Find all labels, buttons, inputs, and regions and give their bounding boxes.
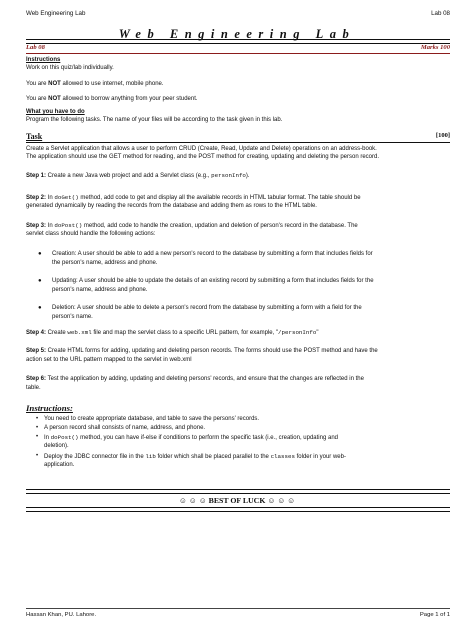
footer-author: Hassan Khan, PU. Lahore.: [26, 612, 97, 618]
task-score: [100]: [435, 132, 450, 139]
instruction2-3-cont: deletion).: [44, 443, 69, 449]
step-2: Step 2: In doGet() method, add code to get and display all the available records in HTML tabular format. The table should be: [26, 194, 361, 201]
action-deletion-cont: person's name.: [52, 314, 93, 320]
todo-heading: What you have to do: [26, 109, 85, 115]
step-3-cont: servlet class should handle the following actions:: [26, 231, 156, 237]
bullet-dot: •: [36, 425, 39, 431]
step-1: Step 1: Create a new Java web project and add a Servlet class (e.g., personInfo).: [26, 172, 250, 179]
instruction-2: You are NOT allowed to use internet, mobile phone.: [26, 81, 164, 87]
bullet-dot: •: [36, 434, 39, 440]
bullet-dot: ●: [38, 251, 42, 257]
task-heading: Task: [26, 132, 43, 141]
instruction2-4-cont: application.: [44, 462, 75, 468]
instruction2-4: Deploy the JDBC connector file in the lib folder which shall be placed parallel to the classes folder in your web-: [44, 453, 346, 460]
header-title: Web Engineering Lab: [26, 10, 86, 17]
instruction2-1: You need to create appropriate database, and table to save the persons' records.: [44, 416, 260, 422]
luck-rule-top: [26, 489, 450, 494]
bullet-dot: •: [36, 453, 39, 459]
instruction-1: Work on this quiz/lab individually.: [26, 65, 114, 71]
lab-rule: [26, 53, 450, 54]
marks-label: Marks 100: [420, 44, 450, 51]
instruction2-3: In doPost() method, you can have if-else if conditions to perform the specific task (i.e., creation, updating and: [44, 434, 338, 441]
bullet-dot: ●: [38, 278, 42, 284]
luck-rule-bottom: [26, 507, 450, 512]
action-updating-cont: person's name, address and phone.: [52, 287, 148, 293]
step-6: Step 6: Test the application by adding, updating and deleting persons' records, and ensure that the changes are reflected in the: [26, 376, 364, 382]
action-creation: Creation: A user should be able to add a new person's record to the database by submitting a form that includes fields for: [52, 251, 373, 257]
action-updating: Updating: A user should be able to update the details of an existing record by submitting a form that includes fields for the: [52, 278, 374, 284]
lab-label: Lab 08: [26, 44, 45, 51]
footer-page: Page 1 of 1: [419, 612, 450, 618]
step-3: Step 3: In doPost() method, add code to handle the creation, updation and deletion of person's record in the database. The: [26, 222, 358, 229]
best-of-luck: ☺ ☺ ☺ BEST OF LUCK ☺ ☺ ☺: [178, 496, 296, 505]
task-intro-1: Create a Servlet application that allows a user to perform CRUD (Create, Read, Update and Delete) operations on an address-book.: [26, 146, 377, 152]
header-lab: Lab 08: [431, 10, 450, 17]
bullet-dot: ●: [38, 305, 42, 311]
step-5-cont: action set to the URL pattern mapped to the servlet in web.xml: [26, 357, 192, 363]
task-intro-2: The application should use the GET method for reading, and the POST method for creating, updating and deleting the person record.: [26, 154, 380, 160]
instructions-heading: Instructions: [26, 57, 61, 63]
action-deletion: Deletion: A user should be able to delete a person's record from the database by submitting a form with a field for the: [52, 305, 362, 311]
instruction2-2: A person record shall consists of name, address, and phone.: [44, 425, 206, 431]
page-title: Web Engineering Lab: [118, 27, 356, 41]
step-2-cont: generated dynamically by reading the records from the database and adding them as rows to the HTML table.: [26, 203, 317, 209]
instruction-3: You are NOT allowed to borrow anything from your peer student.: [26, 96, 198, 102]
todo-text: Program the following tasks. The name of your files will be according to the task given in this lab.: [26, 117, 283, 123]
action-creation-cont: the person's name, address and phone.: [52, 260, 158, 266]
step-5: Step 5: Create HTML forms for adding, updating and deleting person records. The forms should use the POST method and have the: [26, 348, 378, 354]
step-4: Step 4: Create web.xml file and map the servlet class to a specific URL pattern, for example, "/personInfo": [26, 329, 319, 336]
instructions2-heading: Instructions:: [26, 403, 73, 413]
step-6-cont: table.: [26, 385, 41, 391]
bullet-dot: •: [36, 416, 39, 422]
task-rule: [26, 142, 450, 143]
footer-rule: [26, 608, 450, 609]
